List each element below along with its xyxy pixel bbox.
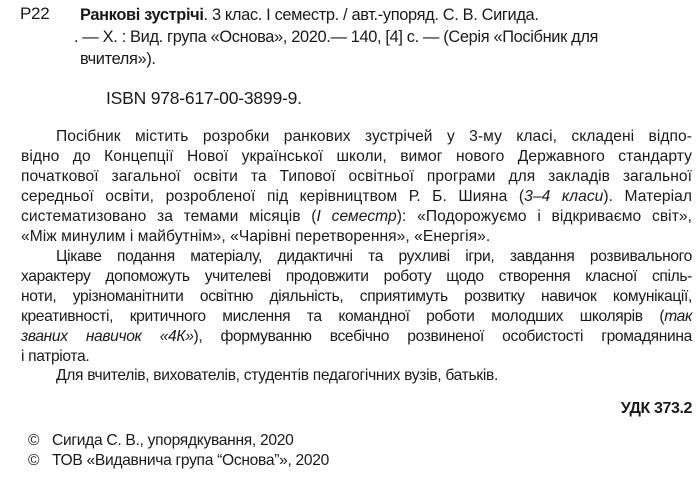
text-line: «Між минулим і майбутнім», «Чарівні перетворення», «Енергія». xyxy=(21,228,491,245)
text-line: і патріота. xyxy=(21,348,90,365)
text-line: характеру допоможуть учителеві продовжити роботу щодо створення класної спіль- xyxy=(21,268,692,285)
copyright-publisher xyxy=(28,452,329,470)
italic-text: так xyxy=(664,308,692,325)
text-segment: ): «Подорожуємо і відкриваємо світ», xyxy=(396,208,692,225)
annotation-paragraph-1 xyxy=(21,127,692,247)
italic-semester: І семестр xyxy=(316,208,397,225)
text-segment: середньої освіти, розробленої під керівництвом Р. Б. Шияна ( xyxy=(21,188,525,205)
annotation xyxy=(21,127,692,367)
text-line: Цікаве подання матеріалу, дидактичні та рухливі ігри, завдання розвивального xyxy=(56,248,692,265)
bibliographic-record xyxy=(74,4,692,70)
bib-line-1 xyxy=(80,4,692,26)
bib-line-3: вчителя»). xyxy=(80,50,156,68)
text-line: початкової загальної освіти та Типової освітньої програми для закладів загальної xyxy=(21,168,692,185)
book-title-details: . 3 клас. І семестр. / авт.-упоряд. С. В. Сигида. xyxy=(203,6,539,24)
annotation-paragraph-2 xyxy=(21,247,692,367)
text-segment: систематизовано за темами місяців ( xyxy=(21,208,317,225)
text-segment: ). Матеріал xyxy=(603,188,692,205)
text-line: Посібник містить розробки ранкових зустрічей у 3-му класі, складені відпо- xyxy=(56,128,692,145)
udc-code: УДК 373.2 xyxy=(620,400,692,417)
text-line xyxy=(21,187,692,207)
text-segment: ), формуванню всебічно розвиненої особистості громадянина xyxy=(193,328,692,345)
call-number: Р22 xyxy=(20,4,50,23)
text-line xyxy=(21,327,692,347)
book-title: Ранкові зустрічі xyxy=(80,6,204,24)
copyright-text: Сигида С. В., упорядкування, 2020 xyxy=(52,432,294,449)
bib-line-2: . — Х. : Вид. група «Основа», 2020.— 140, [4] с. — (Серія «Посібник для xyxy=(74,28,599,46)
copyright-compiler xyxy=(28,432,293,450)
copyright-icon: © xyxy=(28,452,40,469)
text-line: ноти, урізноманітнити освітню діяльність, сприятимуть розвитку навичок комунікації, xyxy=(21,288,692,305)
text-segment: креативності, критичного мислення та командної роботи молодших школярів ( xyxy=(21,308,665,325)
target-audience: Для вчителів, вихователів, студентів педагогічних вузів, батьків. xyxy=(56,367,499,384)
text-line: відно до Концепції Нової української школи, вимог нового Державного стандарту xyxy=(21,148,692,165)
text-line xyxy=(21,307,692,327)
italic-text: званих навичок «4К» xyxy=(21,328,194,345)
italic-grades: 3–4 класи xyxy=(524,188,604,205)
text-line xyxy=(21,207,692,227)
copyright-text: ТОВ «Видавнича група “Основа”», 2020 xyxy=(52,452,330,469)
copyright-icon: © xyxy=(28,432,40,449)
isbn: ISBN 978-617-00-3899-9. xyxy=(106,88,302,108)
